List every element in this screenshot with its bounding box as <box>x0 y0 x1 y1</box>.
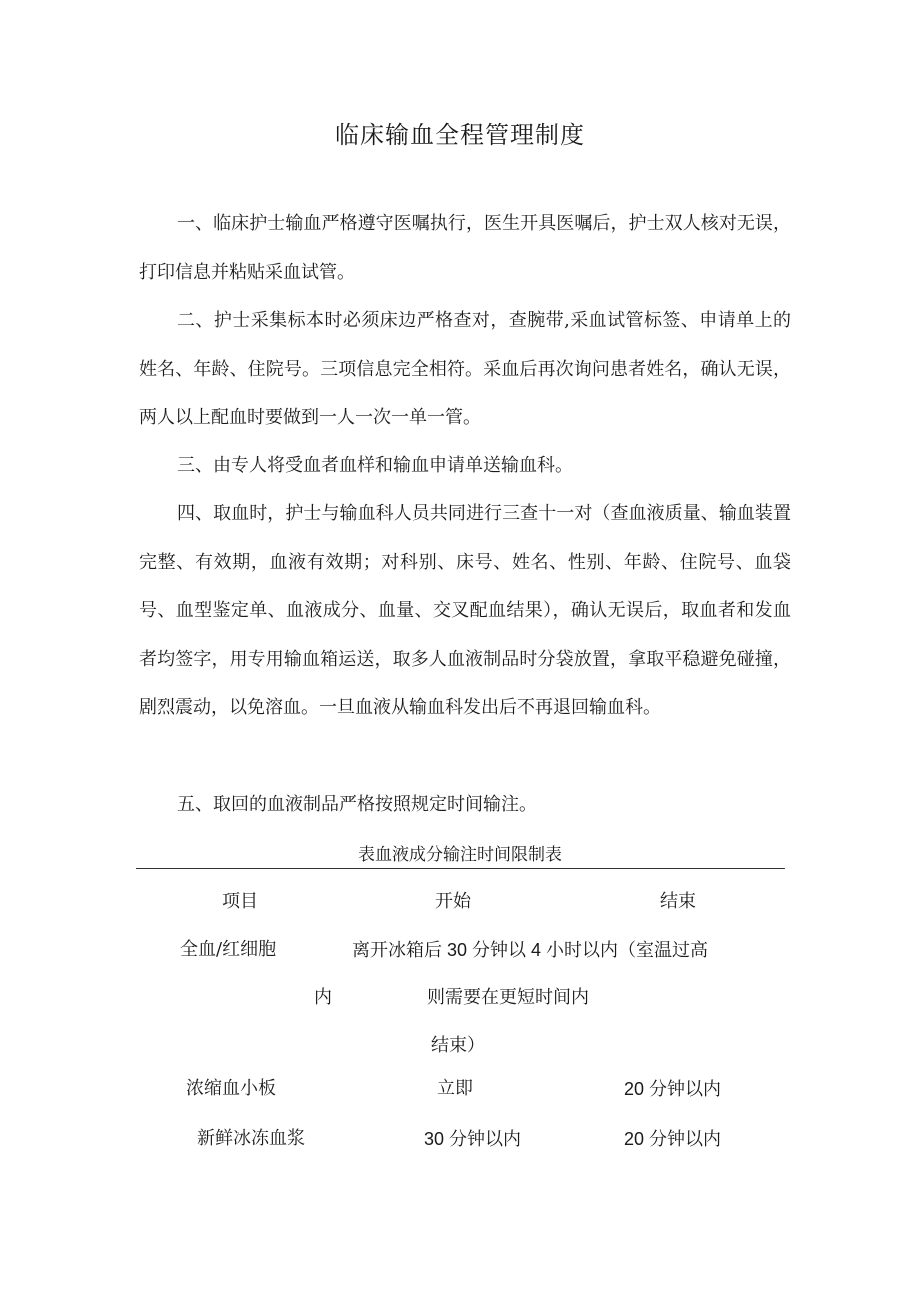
paragraph-5: 五、取回的血液制品严格按照规定时间输注。 <box>177 794 537 815</box>
paragraph-4: 四、取血时，护士与输血科人员共同进行三查十一对（查血液质量、输血装置完整、有效期，血液有效期；对科别、床号、姓名、性别、年龄、住院号、血袋号、血型鉴定单、血液成分、血量、交叉配血结果），确认无误后，取血者和发血者均签字，用专用输血箱运送，取多人血液制品时分袋放置，拿取平稳避免碰撞，剧烈震动，以免溶血。一旦血液从输血科发出后不再退回输血科。 <box>139 503 791 718</box>
table-caption: 表血液成分输注时间限制表 <box>358 845 562 865</box>
document-title: 临床输血全程管理制度 <box>335 121 585 149</box>
table-header-start: 开始 <box>435 891 471 912</box>
table-row-2-start: 立即 <box>437 1078 473 1099</box>
table-row-1-start-line-2: 则需要在更短时间内 <box>427 987 589 1008</box>
table-row-1-start-line-1: 离开冰箱后 30 分钟以 4 小时以内（室温过高 <box>352 940 709 960</box>
table-top-rule <box>136 868 785 869</box>
table-header-end: 结束 <box>660 891 696 912</box>
table-row-3-start: 30 分钟以内 <box>424 1129 522 1149</box>
paragraph-2: 二、护士采集标本时必须床边严格查对，查腕带,采血试管标签、申请单上的姓名、年龄、住院号。三项信息完全相符。采血后再次询问患者姓名，确认无误，两人以上配血时要做到一人一次一单一管。 <box>139 310 791 428</box>
table-row-1-start-line-3: 结束） <box>431 1035 485 1056</box>
table-row-1-item: 全血/红细胞 <box>180 939 277 960</box>
table-row-3-end: 20 分钟以内 <box>624 1129 722 1149</box>
paragraph-3: 三、由专人将受血者血样和输血申请单送输血科。 <box>177 455 573 476</box>
table-row-2-end: 20 分钟以内 <box>624 1079 722 1099</box>
table-row-1-item-line-2: 内 <box>314 987 332 1008</box>
table-row-3-item: 新鲜冰冻血浆 <box>197 1128 305 1149</box>
table-row-2-item: 浓缩血小板 <box>186 1078 276 1099</box>
table-header-item: 项目 <box>222 891 258 912</box>
paragraph-1: 一、临床护士输血严格遵守医嘱执行，医生开具医嘱后，护士双人核对无误，打印信息并粘贴采血试管。 <box>139 213 791 283</box>
